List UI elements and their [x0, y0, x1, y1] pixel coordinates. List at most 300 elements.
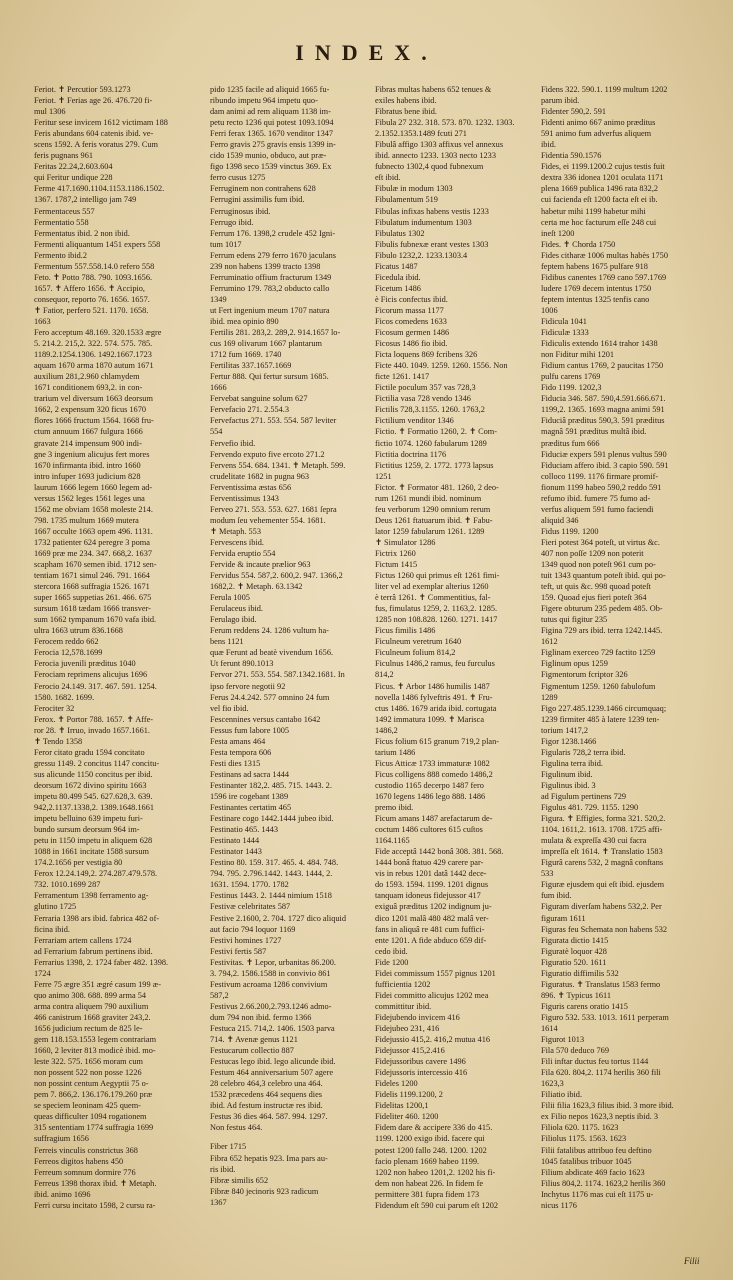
index-entry-line: 1088 in 1661 incitate 1588 sursum [34, 847, 149, 857]
index-entry-line: Ferrugini assimilis fum ibid. [210, 195, 305, 205]
index-entry-line: Figuram diverſam habens 532,2. Per [541, 902, 662, 912]
index-entry-line: Figurot 1013 [541, 1035, 585, 1045]
index-entry-line: se speciem leoninam 425 quem- [34, 1101, 141, 1111]
index-entry-line: Non festus 464. [210, 1123, 263, 1133]
index-entry-line: gressu 1149. 2 concitus 1147 concitu- [34, 758, 160, 768]
index-entry-line: 1444 bonâ ftatuo 429 carere par- [375, 858, 484, 868]
index-entry-line: Ferocia juvenili præditus 1040 [34, 659, 136, 669]
index-entry-line: Ferocia 12,578.1699 [34, 648, 103, 658]
index-entry-line: 1104. 1611,2. 1613. 1708. 1725 affi- [541, 825, 663, 835]
index-entry-line: fufficientia 1202 [375, 979, 431, 989]
index-entry-line: Festa tempora 606 [210, 747, 272, 757]
index-entry-line: Fila 570 deduco 769 [541, 1046, 609, 1056]
index-entry-line: ribundo impetu 964 impetu quo- [210, 96, 318, 106]
index-entry-line: Figo 227.485.1239.1466 circumquaq; [541, 703, 667, 713]
index-entry-line: Festucarum collectio 887 [210, 1046, 294, 1056]
index-entry-line: Ferrarius 1398, 2. 1724 faber 482. 1398. [34, 957, 169, 967]
index-entry-line: queas difficulter 1094 rogationem [34, 1112, 147, 1122]
index-entry-line: quæ Ferunt ad beatè vivendum 1656. [210, 648, 334, 658]
index-entry-line: dem non habeat 226. In fidem fe [375, 1178, 484, 1188]
index-entry-line: Festinanter 182,2. 485. 715. 1443. 2. [210, 780, 332, 790]
index-entry-line: 1349 quod non poteſt 961 cum po- [541, 560, 656, 570]
index-entry-line: non Fiditur mihi 1201 [541, 350, 615, 360]
index-entry-line: Fero acceptum 48.169. 320.1533 ægre [34, 328, 162, 338]
index-entry-line: Figmentorum fcriptor 326 [541, 670, 628, 680]
index-entry-line: trarium vel diversum 1663 deorsum [34, 394, 153, 404]
index-entry-line: do 1593. 1594. 1199. 1201 dignus [375, 880, 489, 890]
index-entry-line: 1285 non 108.828. 1260. 1271. 1417 [375, 615, 498, 625]
index-entry-line: Fervide & incaute prælior 963 [210, 560, 311, 570]
index-entry-line: 1631. 1594. 1770. 1782 [210, 880, 289, 890]
index-entry-line: ibid. Ad festum instructæ res ibid. [210, 1101, 323, 1111]
index-entry-line: 1732 patienter 624 peregre 3 poma [34, 537, 150, 547]
index-entry-line: 1614 [541, 1023, 558, 1033]
index-entry-line: Ficatus 1487 [375, 261, 418, 271]
index-entry-line: 1289 [541, 692, 558, 702]
index-entry-line: 1532 præcedens 464 sequens dies [210, 1090, 322, 1100]
index-entry-line: ibid. mea opinio 890 [210, 316, 279, 326]
index-entry-line: exiguâ præditus 1202 indignum ju- [375, 902, 492, 912]
index-entry-line: coctum 1486 cultores 615 cuſtos [375, 825, 483, 835]
index-column-2 [210, 84, 380, 1262]
index-entry-line: arma contra aliquem 790 auxilium [34, 1001, 149, 1011]
index-entry-line: verfus aliquem 591 fumo faciendi [541, 504, 654, 514]
index-entry-line: Figura. ✝ Effigies, forma 321. 520,2. [541, 814, 666, 824]
index-entry-line: 942,2.1137.1338,2. 1389.1648.1661 [34, 803, 154, 813]
index-entry-line: fictio 1074. 1260 fabularum 1289 [375, 438, 487, 448]
index-entry-line: Ferocem reddo 662 [34, 637, 99, 647]
index-entry-line: sus alicunde 1150 concitus per ibid. [34, 769, 153, 779]
index-entry-line: 3. 794,2. 1586.1588 in convivio 861 [210, 968, 331, 978]
index-entry-line: Figina 729 ars ibid. terra 1242.1445. [541, 626, 663, 636]
index-entry-line: Ferre 75 ægre 351 ægré casum 199 æ- [34, 979, 161, 989]
index-entry-line: Ferulaceus ibid. [210, 604, 263, 614]
index-entry-line: tarium 1486 [375, 747, 416, 757]
index-entry-line: Fibulis fubnexæ erant vestes 1303 [375, 239, 489, 249]
index-entry-line: Figuras feu Schemata non habens 532 [541, 924, 668, 934]
index-entry-line: Figurata dictio 1415 [541, 935, 609, 945]
index-entry-line: Fertilitas 337.1657.1669 [210, 361, 292, 371]
index-entry-line: permittere 381 fupra fidem 173 [375, 1189, 480, 1199]
index-entry-line: Ferventissima æstas 656 [210, 482, 292, 492]
page-header: INDEX. [295, 40, 438, 65]
index-entry-line: Feritas 22.24,2.603.604 [34, 162, 113, 172]
index-entry-line: Fervefacio 271. 2.554.3 [210, 405, 290, 415]
index-entry-line: feptem habens 1675 pulfare 918 [541, 261, 648, 271]
index-entry-line: præditus fum 666 [541, 438, 600, 448]
index-entry-line: Ferri ferax 1365. 1670 venditor 1347 [210, 129, 334, 139]
index-entry-line: tum 1017 [210, 239, 242, 249]
index-entry-line: Festum 464 anniversarium 507 agere [210, 1068, 334, 1078]
index-entry-line: Fibulas infixas habens vestis 1233 [375, 206, 489, 216]
index-entry-line: ente 1201. A fide abduco 659 dif- [375, 935, 487, 945]
index-entry-line: feu verborum 1290 omnium rerum [375, 504, 491, 514]
index-entry-line: Fictilis 728,3.1155. 1260. 1763,2 [375, 405, 485, 415]
index-entry-line: Inchytus 1176 mas cui eſt 1175 u- [541, 1189, 654, 1199]
index-entry-line: impreſſa eſt 1614. ✝ Translatio 1583 [541, 847, 663, 857]
index-entry-line: Figuræ ejusdem qui eſt ibid. ejusdem [541, 880, 665, 890]
index-entry-line: 1202 non habeo 1201,2. 1202 his fi- [375, 1167, 496, 1177]
index-entry-line: qui Feritur undique 228 [34, 173, 113, 183]
index-entry-line: Ferreus 1398 thorax ibid. ✝ Metaph. [34, 1178, 157, 1188]
index-entry-line: Fidiculæ 1333 [541, 328, 589, 338]
index-entry-line: scapham 1670 semen ibid. 1712 sen- [34, 560, 157, 570]
index-entry-line: Fermentum 557.558.14.0 refero 558 [34, 261, 155, 271]
index-entry-line: Figulinum ibid. [541, 769, 593, 779]
index-entry-line: colloco 1199. 1176 firmare promif- [541, 471, 659, 481]
index-entry-line: Ficetum 1486 [375, 283, 421, 293]
index-entry-line: Figulus 481. 729. 1155. 1290 [541, 803, 639, 813]
index-entry-line: petu in 1150 impetu in aliquem 628 [34, 836, 153, 846]
index-entry-line: facio plenam 1669 habeo 1199. [375, 1156, 480, 1166]
index-entry-line: Fiducia 346. 587. 590,4.591.666.671. [541, 394, 666, 404]
index-entry-line: Figor 1238.1466 [541, 736, 597, 746]
index-entry-line: Fervefio ibid. [210, 438, 256, 448]
index-entry-line: Festivi homines 1727 [210, 935, 282, 945]
index-entry-line: Fermentatus ibid. 2 non ibid. [34, 228, 130, 238]
index-entry-line: 1045 fatalibus tribuor 1045 [541, 1156, 632, 1166]
index-entry-line: 5. 214.2. 215,2. 322. 574. 575. 785. [34, 339, 153, 349]
index-entry-line: Deus 1261 ftatuarum ibid. ✝ Fabu- [375, 515, 493, 525]
index-entry-line: 239 non habens 1399 tracto 1398 [210, 261, 321, 271]
index-entry-line: Fidentia 590.1576 [541, 151, 602, 161]
index-entry-line: 798. 1735 multum 1669 mutera [34, 515, 139, 525]
index-entry-line: petu recto 1236 qui potest 1093.1094 [210, 118, 334, 128]
index-entry-line: consequor, reporto 76. 1656. 1657. [34, 294, 150, 304]
index-entry-line: Ficus folium 615 granum 719,2 plan- [375, 736, 499, 746]
index-entry-line: exiles habens ibid. [375, 96, 437, 106]
index-entry-line: ferro cusus 1275 [210, 173, 266, 183]
index-entry-line: Fibras multas habens 652 tenues & [375, 85, 492, 94]
index-entry-line: habetur mihi 1199 habetur mihi [541, 206, 646, 216]
index-entry-line: sursum 1618 tædam 1666 transver- [34, 604, 151, 614]
index-entry-line: Fides. ✝ Chorda 1750 [541, 239, 616, 249]
index-entry-line: vis in rebus 1201 datâ 1442 dece- [375, 869, 487, 879]
index-entry-line: Fibra 652 hepatis 923. Ima pars au- [210, 1153, 328, 1163]
index-entry-line: 732. 1010.1699 287 [34, 880, 101, 890]
index-entry-line: ipso fervore negotii 92 [210, 681, 286, 691]
index-entry-line: cus 169 olivarum 1667 plantarum [210, 339, 322, 349]
index-entry-line: Figuratus. ✝ Translatus 1583 fermo [541, 979, 661, 989]
index-entry-line: Fermenti aliquantum 1451 expers 558 [34, 239, 161, 249]
index-entry-line: versus 1562 leges 1561 leges una [34, 493, 145, 503]
index-entry-line: Ferum reddens 24. 1286 vultum ha- [210, 626, 329, 636]
index-entry-line: quo animo 308. 688. 899 arma 54 [34, 990, 146, 1000]
index-entry-line: nicus 1176 [541, 1200, 577, 1210]
index-entry-line: auxilium 281,2.960 chlamydem [34, 372, 140, 382]
index-entry-line: ludere 1769 decem intentus 1750 [541, 283, 652, 293]
index-entry-line: ad Figulum pertinens 729 [541, 792, 627, 801]
catchword: Filii [684, 1256, 700, 1266]
index-entry-line: Fidelis 1199.1200, 2 [375, 1090, 443, 1100]
index-entry-line: Ut ferunt 890.1013 [210, 659, 274, 669]
index-entry-line: 714. ✝ Avenæ genus 1121 [210, 1035, 298, 1045]
index-entry-line: laurum 1666 legem 1660 legem ad- [34, 482, 153, 492]
index-entry-line: Festivum acroama 1286 convivium [210, 979, 328, 989]
index-entry-line: liter vel ad exemplar alterius 1260 [375, 582, 489, 592]
index-entry-line: Feris abundans 604 catenis ibid. ve- [34, 129, 154, 139]
index-entry-line: Fibratus bene ibid. [375, 107, 437, 117]
index-entry-line: Ferus 24.4.242. 577 omnino 24 fum [210, 692, 330, 702]
index-entry-line: ultra 1663 utrum 836.1668 [34, 626, 123, 636]
index-entry-line: mulata & expreſſa 430 cui facra [541, 836, 647, 846]
index-entry-line: Fila 620. 804,2. 1174 herilis 360 fili [541, 1068, 661, 1078]
index-entry-line: 1367 [210, 1197, 227, 1207]
index-entry-line: rum 1261 mundi ibid. nominum [375, 493, 482, 503]
index-entry-line: gravate 214 impensum 900 indi- [34, 438, 142, 448]
index-entry-line: Fidejussoris intercessio 416 [375, 1068, 468, 1078]
index-entry-line: Ferruminatio offium fracturum 1349 [210, 272, 332, 282]
index-entry-line: Fidicula 1041 [541, 316, 587, 326]
index-entry-line: 174.2.1656 per vestigia 80 [34, 858, 123, 868]
index-entry-line: Fidium cantus 1769, 2 paucitas 1750 [541, 361, 664, 371]
index-entry-line: figuram 1611 [541, 913, 586, 923]
index-entry-line: Filiola 620. 1175. 1623 [541, 1123, 619, 1133]
index-entry-line: è Ficis confectus ibid. [375, 294, 448, 304]
index-entry-line: ✝ Fatior, perfero 521. 1170. 1658. [34, 305, 149, 315]
index-entry-line: Ferox 12.24.149,2. 274.287.479.578. [34, 869, 158, 879]
index-entry-line: stercora 1668 suffragia 1526. 1671 [34, 582, 150, 592]
index-entry-line: potest 1200 fallo 248. 1200. 1202 [375, 1145, 487, 1155]
index-entry-line: fubnecto 1302,4 quod fubnexum [375, 162, 484, 172]
index-entry-line: modum ſeu vehementer 554. 1681. [210, 515, 326, 525]
index-entry-line: sum 1662 tympanum 1670 vafa ibid. [34, 615, 157, 625]
index-entry-line: 1596 ire cogebant 1389 [210, 792, 289, 801]
index-entry-line: Festive 2.1600, 2. 704. 1727 dico aliquid [210, 913, 346, 923]
index-entry-line: Ficus fimilis 1486 [375, 626, 436, 636]
index-entry-line: Fiduciam affero ibid. 3 capio 590. 591 [541, 460, 669, 470]
index-entry-line: leste 322. 575. 1656 moram cum [34, 1057, 143, 1067]
index-entry-line: Figuro 532. 533. 1013. 1611 perperam [541, 1012, 669, 1022]
index-entry-line: Feriot. ✝ Ferias age 26. 476.720 fi- [34, 96, 153, 106]
index-entry-line: lator 1259 fabularum 1261. 1289 [375, 526, 485, 536]
index-entry-line: ut Fert ingenium meum 1707 natura [210, 305, 330, 315]
index-entry-line: Fervescens ibid. [210, 537, 264, 547]
index-entry-line: Figuratè loquor 428 [541, 946, 607, 956]
index-column-1 [34, 84, 204, 1262]
index-entry-line: 1682,2. ✝ Metaph. 63.1342 [210, 582, 303, 592]
index-entry-line: 1164.1165 [375, 836, 410, 846]
index-entry-line: Ferruginosus ibid. [210, 206, 271, 216]
index-entry-line: intro infuper 1693 judicium 828 [34, 471, 141, 481]
index-entry-line: Ficulnus 1486,2 ramus, feu furculus [375, 659, 495, 669]
index-entry-line: Ficum amans 1487 arefactarum de- [375, 814, 493, 824]
index-entry-line: Fermento ibid.2 [34, 250, 88, 260]
index-entry-line: Feriot. ✝ Percutior 593.1273 [34, 85, 131, 94]
index-entry-line: Festinantes certatim 465 [210, 803, 292, 813]
index-entry-line: Filiolus 1175. 1563. 1623 [541, 1134, 627, 1144]
index-entry-line: 1239 firmiter 485 à latere 1239 ten- [541, 714, 660, 724]
index-entry-line: fus, fimulatus 1259, 2. 1163,2. 1285. [375, 604, 498, 614]
index-entry-line: 159. Quoad ejus fieri poteſt 364 [541, 593, 647, 603]
index-entry-line: ad Ferrarium fabrum pertinens ibid. [34, 946, 153, 956]
index-entry-line: Festus 36 dies 464. 587. 994. 1297. [210, 1112, 328, 1122]
index-entry-line: Ficte 440. 1049. 1259. 1260. 1556. Non [375, 361, 508, 371]
index-entry-line: 1562 me obviam 1658 moleste 214. [34, 504, 153, 514]
index-entry-line: 1189.2.1254.1306. 1492.1667.1723 [34, 350, 152, 360]
index-entry-line: Ferociter 32 [34, 703, 75, 713]
index-entry-line: Fibula 27 232. 318. 573. 870. 1232. 1303. [375, 118, 515, 128]
index-entry-line: Fidibus canentes 1769 cano 597.1769 [541, 272, 667, 282]
index-entry-line: glutino 1725 [34, 902, 77, 912]
index-entry-line: Ferraria 1398 ars ibid. fabrica 482 of- [34, 913, 160, 923]
index-entry-line: Fido 1199. 1202,3 [541, 383, 602, 393]
index-entry-line: 1666 [210, 383, 227, 393]
index-entry-line: Ficosus 1486 fio ibid. [375, 339, 448, 349]
index-entry-line: Fidem dare & accipere 336 do 415. [375, 1123, 493, 1133]
index-entry-line: Filiatio ibid. [541, 1090, 583, 1100]
index-entry-line: Fervendo exputo five ercoto 271.2 [210, 449, 325, 459]
index-entry-line: Fictum 1415 [375, 560, 418, 570]
index-entry-line: Fidus 1199. 1200 [541, 526, 599, 536]
index-entry-line: mul 1306 [34, 107, 66, 117]
index-entry-line: Ferveo 271. 553. 553. 627. 1681 ſepra [210, 504, 337, 514]
index-entry-line: impetu 80.499 545. 627.628,3. 639. [34, 792, 153, 801]
index-entry-line: Ferociam reprimens alicujus 1696 [34, 670, 148, 680]
index-entry-line: certa me hoc facturum eſſe 248 cui [541, 217, 657, 227]
index-entry-line: cedo ibid. [375, 946, 408, 956]
index-entry-line: 591 animo fum adverfus aliquem [541, 129, 652, 139]
index-entry-line: dum 794 non ibid. fermo 1366 [210, 1012, 312, 1022]
index-entry-line: Fescennines versus cantabo 1642 [210, 714, 321, 724]
index-entry-line: Fibræ similis 652 [210, 1175, 269, 1185]
index-entry-line: Fervida eruptio 554 [210, 548, 276, 558]
index-entry-line: Ficulneum veretrum 1640 [375, 637, 462, 647]
index-entry-line: plena 1669 publica 1496 rata 832,2 [541, 184, 659, 194]
index-entry-line: ficina ibid. [34, 924, 70, 934]
index-entry-line: Filii filia 1623,3 filius ibid. 3 more ibid. [541, 1101, 674, 1111]
index-entry-line: Filii fatalibus attribuo feu deftino [541, 1145, 652, 1155]
index-entry-line: Fictilium venditor 1346 [375, 416, 454, 426]
index-entry-line: 1656 judicium rectum de 825 le- [34, 1023, 143, 1033]
index-entry-line: Figularis 728,2 terra ibid. [541, 747, 626, 757]
index-entry-line: ctum annuum 1667 fulgura 1666 [34, 427, 143, 437]
index-entry-line: Festivus 2.66.200,2.793.1246 admo- [210, 1001, 332, 1011]
index-entry-line: Fidejubendo invicem 416 [375, 1012, 460, 1022]
index-entry-line: Feror citato gradu 1594 concitato [34, 747, 145, 757]
index-column-4 [541, 84, 711, 1262]
index-entry-line: Festinare cogo 1442.1444 jubeo ibid. [210, 814, 334, 824]
index-entry-line: fionum 1199 habeo 590,2 reddo 591 [541, 482, 662, 492]
index-entry-line: Fictitia doctrina 1176 [375, 449, 447, 459]
index-entry-line: Festa amans 464 [210, 736, 266, 746]
index-entry-line: Fidejussio 415,2. 416,2 mutua 416 [375, 1035, 491, 1045]
index-entry-line: feptem intentus 1325 tenfis cano [541, 294, 650, 304]
index-entry-line: 2.1352.1353.1489 fcuti 271 [375, 129, 467, 139]
index-entry-line: Festucas lego ibid. lego alicunde ibid. [210, 1057, 336, 1067]
index-entry-line: eſt ibid. [375, 173, 401, 183]
index-entry-line: ✝ Metaph. 553 [210, 526, 261, 536]
index-entry-line: Fictilia vasa 728 vendo 1346 [375, 394, 471, 404]
index-entry-line: Ficta loquens 869 fcribens 326 [375, 350, 478, 360]
index-entry-line: committitur ibid. [375, 1001, 432, 1011]
index-entry-line: Fertilis 281. 283,2. 289,2. 914.1657 lo- [210, 328, 341, 338]
letter-section-gap [210, 1133, 380, 1141]
index-entry-line: Festinus 1443. 2. 1444 nimium 1518 [210, 891, 332, 901]
index-entry-line: Fervor 271. 553. 554. 587.1342.1681. In [210, 670, 345, 680]
index-entry-line: Festi dies 1315 [210, 758, 261, 768]
index-entry-line: Fervebat sanguine solum 627 [210, 394, 308, 404]
index-entry-line: teft, ut quis &c. 998 quoad poteſt [541, 582, 651, 592]
index-entry-line: ibid. annecto 1233. 1303 necto 1233 [375, 151, 496, 161]
index-entry-line: Fideles 1200 [375, 1079, 418, 1089]
index-entry-line: è terrâ 1261. ✝ Commentitius, fal- [375, 593, 491, 603]
index-entry-line: Ficus colligens 888 comedo 1486,2 [375, 769, 493, 779]
index-entry-line: 1724 [34, 968, 51, 978]
index-entry-line: super 1665 suppetias 261. 466. 675 [34, 593, 152, 603]
index-entry-line: Ferrum 176. 1398,2 crudele 452 Igni- [210, 228, 336, 238]
index-entry-line: Festinans ad sacra 1444 [210, 769, 290, 779]
index-entry-line: Fictile poculum 357 vas 728,3 [375, 383, 476, 393]
index-entry-line: Festinato 1444 [210, 836, 260, 846]
index-entry-line: Fidendum eſt 590 cui parum eſt 1202 [375, 1200, 499, 1210]
index-entry-line: Fidejussoribus cavere 1496 [375, 1057, 466, 1067]
index-entry-line: non possint centum Aegyptii 75 o- [34, 1079, 149, 1089]
index-entry-line: 1670 infirmanta ibid. intro 1660 [34, 460, 141, 470]
index-entry-line: Figere obturum 235 pedem 485. Ob- [541, 604, 663, 614]
index-entry-line: Figuratio diffimilis 532 [541, 968, 619, 978]
index-entry-line: Fibræ 840 jecinoris 923 radicum [210, 1186, 319, 1196]
index-entry-line: Fictor. ✝ Formator 481. 1260, 2 deo- [375, 482, 499, 492]
index-entry-line: Fiber 1715 [210, 1142, 247, 1152]
index-entry-line: Ferreos digitos habens 450 [34, 1156, 124, 1166]
index-entry-line: gem 118.153.1553 legem contrariam [34, 1035, 157, 1045]
index-entry-line: 1199,2. 1365. 1693 magna animi 591 [541, 405, 665, 415]
index-entry-line: Fidejubeo 231, 416 [375, 1023, 440, 1033]
index-entry-line: Ferri cursu incitato 1598, 2 cursu ra- [34, 1200, 156, 1210]
index-entry-line: 1657. ✝ Affero 1656. ✝ Accipio, [34, 283, 145, 293]
index-entry-line: Ficos comedens 1633 [375, 316, 447, 326]
index-entry-line: pulfu carens 1769 [541, 372, 601, 382]
index-entry-line: bundo sursum deorsum 964 im- [34, 825, 140, 835]
index-entry-line: pem 7. 866,2. 136.176.179.260 præ [34, 1090, 152, 1100]
index-entry-line: figo 1398 seco 1539 vinctus 369. Ex [210, 162, 332, 172]
index-entry-line: 1623,3 [541, 1079, 564, 1089]
index-entry-line: Ferro gravis 275 gravis ensis 1399 in- [210, 140, 336, 150]
index-entry-line: suffragium 1656 [34, 1134, 89, 1144]
index-entry-line: feris pugnans 961 [34, 151, 93, 161]
index-entry-line: aliquid 346 [541, 515, 579, 525]
index-entry-line: Feritur sese invicem 1612 victimam 188 [34, 118, 168, 128]
index-entry-line: Fessus fum labore 1005 [210, 725, 290, 735]
index-entry-line: 1486,2 [375, 725, 398, 735]
index-entry-line: Ferula 1005 [210, 593, 250, 603]
index-entry-line: Fieri potest 364 poteſt, ut virtus &c. [541, 537, 660, 547]
index-entry-line: Fictitius 1259, 2. 1772. 1773 lapsus [375, 460, 494, 470]
index-entry-line: ror 28. ✝ Irruo, invado 1657.1661. [34, 725, 150, 735]
index-entry-line: premo ibid. [375, 803, 414, 813]
index-entry-line: dam animi ad rem aliquam 1138 im- [210, 107, 331, 117]
index-entry-line: ex Filio nepos 1623,3 neptis ibid. 3 [541, 1112, 659, 1122]
index-entry-line: magnâ 591 præditus multâ ibid. [541, 427, 647, 437]
index-entry-line: Festinator 1443 [210, 847, 262, 857]
index-entry-line: ibid. [541, 140, 556, 150]
index-entry-line: Fides citharæ 1006 multas habès 1750 [541, 250, 668, 260]
index-entry-line: scens 1592. A feris voratus 279. Cum [34, 140, 158, 150]
index-entry-line: Fibulatum indumentum 1303 [375, 217, 472, 227]
index-entry-line: Ferox. ✝ Portor 788. 1657. ✝ Affe- [34, 714, 154, 724]
index-entry-line: ineſt 1200 [541, 228, 575, 238]
index-entry-line: 814,2 [375, 670, 394, 680]
index-entry-line: pido 1235 facile ad aliquid 1665 fu- [210, 85, 330, 94]
index-entry-line: Ferreum somnum dormire 776 [34, 1167, 136, 1177]
index-entry-line: 1663 [34, 316, 51, 326]
index-entry-line: Figurâ carens 532, 2 magnâ conftans [541, 858, 664, 868]
index-entry-line: aut facio 794 loquor 1169 [210, 924, 296, 934]
index-entry-line: 315 sententiam 1774 suffragia 1699 [34, 1123, 154, 1133]
index-entry-line: Fiduciâ præditus 590,3. 591 præditus [541, 416, 665, 426]
index-entry-line: 1612 [541, 637, 558, 647]
